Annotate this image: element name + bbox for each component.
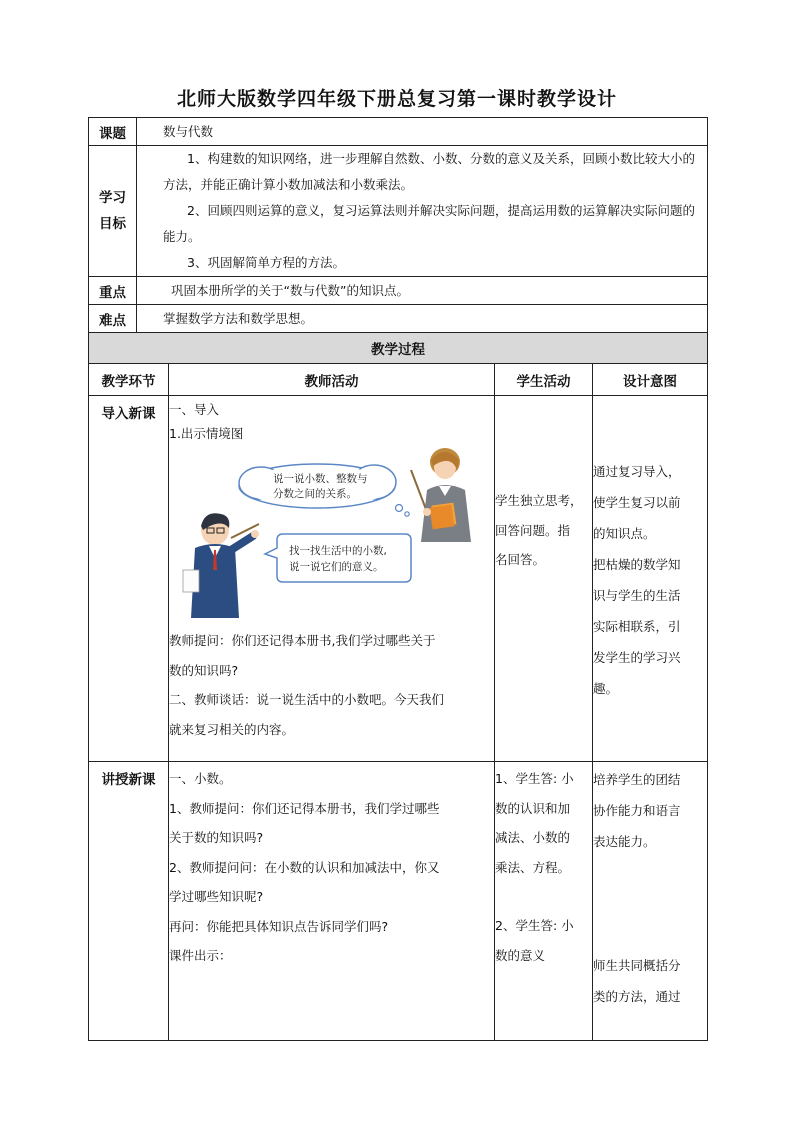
intent-line: 趣。 [593,681,619,696]
intent-line: 表达能力。 [593,834,656,849]
teacher-line: 一、小数。 [169,771,232,786]
teacher-activity [169,396,495,762]
col-header-intent: 设计意图 [593,364,708,396]
student-line: 回答问题。指 [495,522,571,538]
intent-line: 把枯燥的数学知 [593,557,681,572]
page-title: 北师大版数学四年级下册总复习第一课时教学设计 [176,88,617,110]
intent-line: 师生共同概括分 [593,958,681,973]
bubble-top-line2: 分数之间的关系。 [273,488,357,500]
goal-item: 2、回顾四则运算的意义，复习运算法则并解决实际问题，提高运用数的运算解决实际问题的能力。 [163,203,695,244]
goal-item: 1、构建数的知识网络，进一步理解自然数、小数、分数的意义及关系，回顾小数比较大小的方法，并能正确计算小数加减法和小数乘法。 [163,151,695,192]
topic-label: 课题 [89,118,137,146]
col-header-teacher: 教师活动 [169,364,495,396]
scene-svg [169,446,483,624]
student-line: 名回答。 [495,552,546,567]
teacher-line: 一、导入 [169,402,220,417]
design-intent [593,396,708,762]
student-activity [495,396,593,762]
student-line: 学生独立思考， [495,493,583,508]
topic-row [89,118,708,146]
goals-label-line2: 目标 [99,216,126,232]
teacher-line: 就来复习相关的内容。 [169,721,295,737]
teacher-line: 1.出示情境图 [169,426,244,441]
stage-label: 导入新课 [89,396,169,762]
teacher-line: 数的知识吗? [169,662,239,678]
thought-bubble [239,464,409,516]
goals-row [89,146,708,277]
intent-line: 协作能力和语言 [593,803,681,818]
topic-value: 数与代数 [137,118,708,146]
intent-line: 的知识点。 [593,526,656,541]
teacher-line: 关于数的知识吗? [169,830,264,845]
intent-line: 通过复习导入， [593,464,681,479]
student-line: 乘法、方程。 [495,859,571,875]
teacher-line: 学过哪些知识呢? [169,889,264,904]
column-header-row [89,364,708,396]
col-header-stage: 教学环节 [89,364,169,396]
goal-item: 3、巩固解简单方程的方法。 [187,255,345,270]
speech-bubble [265,534,411,582]
student-line: 数的认识和加 [495,800,571,816]
student-line: 数的意义 [495,947,546,963]
male-teacher-icon [183,513,259,618]
intent-line: 发学生的学习兴 [593,650,681,665]
student-line: 2、学生答: 小 [495,918,574,933]
goals-label-line1: 学习 [99,190,126,206]
difficulty-row [89,305,708,333]
scene-illustration [169,446,494,624]
teacher-line: 1、教师提问：你们还记得本册书，我们学过哪些 [169,800,440,816]
teacher-line: 二、教师谈话：说一说生活中的小数吧。今天我们 [169,692,445,707]
lesson-plan-table [88,117,708,1041]
table-row [89,396,708,762]
difficulty-value: 掌握数学方法和数学思想。 [137,305,708,333]
teacher-line: 课件出示： [169,948,232,963]
intent-line: 实际相联系，引 [593,619,681,634]
teacher-line: 2、教师提问问：在小数的认识和加减法中，你又 [169,859,440,875]
bubble-bottom-line2: 说一说它们的意义。 [289,561,384,573]
process-banner-row [89,333,708,364]
difficulty-label: 难点 [89,305,137,333]
design-intent [593,762,708,1041]
intent-line: 使学生复习以前 [593,495,681,510]
student-activity [495,762,593,1041]
key-point-value: 巩固本册所学的关于“数与代数”的知识点。 [137,277,708,305]
student-line: 减法、小数的 [495,830,571,845]
intent-line: 类的方法，通过 [593,989,681,1004]
key-point-row [89,277,708,305]
female-teacher-icon [411,448,471,542]
stage-label: 讲授新课 [89,762,169,1041]
intent-line: 培养学生的团结 [593,772,681,787]
process-banner: 教学过程 [89,333,708,364]
col-header-student: 学生活动 [495,364,593,396]
teacher-line: 再问：你能把具体知识点告诉同学们吗? [169,918,389,934]
teacher-activity [169,762,495,1041]
goals-content [137,146,708,277]
student-line: 1、学生答: 小 [495,771,574,786]
bubble-bottom-line1: 找一找生活中的小数, [289,545,387,557]
teacher-line: 教师提问：你们还记得本册书,我们学过哪些关于 [169,633,436,648]
table-row [89,762,708,1041]
intent-line: 识与学生的生活 [593,588,681,603]
bubble-top-line1: 说一说小数、整数与 [273,473,368,485]
goals-label [89,146,137,277]
key-point-label: 重点 [89,277,137,305]
